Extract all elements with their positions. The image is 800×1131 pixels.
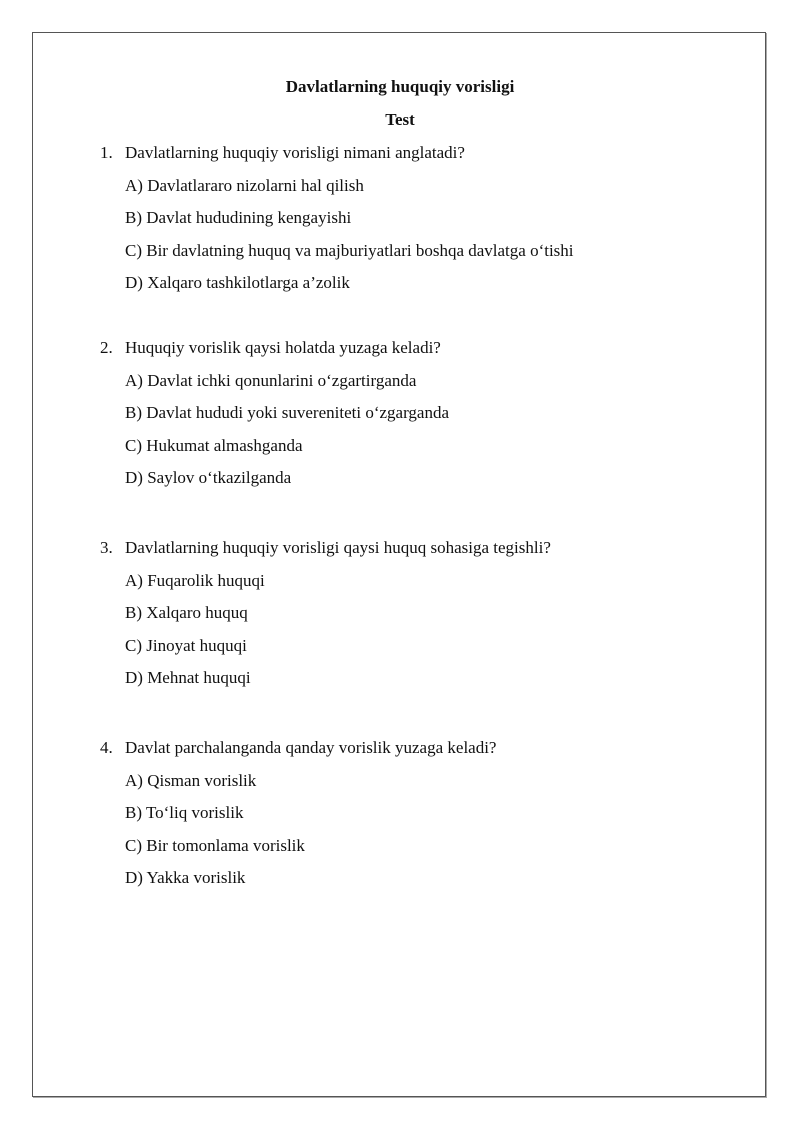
question-2 bbox=[0, 337, 800, 500]
answer-option bbox=[0, 835, 800, 868]
answer-option bbox=[0, 435, 800, 468]
question-header bbox=[0, 537, 800, 570]
question-text: Huquqiy vorislik qaysi holatda yuzaga keladi? bbox=[125, 338, 441, 357]
option-text: C) Bir tomonlama vorislik bbox=[125, 835, 305, 855]
answer-option bbox=[0, 370, 800, 403]
answer-option bbox=[0, 602, 800, 635]
question-3 bbox=[0, 537, 800, 700]
option-text: B) Xalqaro huquq bbox=[125, 603, 248, 622]
question-text: Davlatlarning huquqiy vorisligi qaysi huquq sohasiga tegishli? bbox=[125, 538, 551, 557]
answer-option bbox=[0, 770, 800, 803]
answer-option bbox=[0, 272, 800, 305]
question-header bbox=[0, 737, 800, 770]
option-text: B) To‘liq vorislik bbox=[125, 803, 244, 822]
question-header bbox=[0, 142, 800, 175]
option-text: D) Mehnat huquqi bbox=[125, 668, 251, 687]
answer-option bbox=[0, 635, 800, 668]
option-text: A) Davlat ichki qonunlarini o‘zgartirganda bbox=[125, 370, 417, 390]
option-text: D) Yakka vorislik bbox=[125, 868, 246, 887]
option-text: D) Xalqaro tashkilotlarga a’zolik bbox=[125, 273, 350, 292]
option-text: A) Davlatlararo nizolarni hal qilish bbox=[125, 175, 364, 195]
answer-option bbox=[0, 570, 800, 603]
answer-option bbox=[0, 175, 800, 208]
document-title: Davlatlarning huquqiy vorisligi bbox=[285, 77, 515, 96]
option-text: C) Bir davlatning huquq va majburiyatlari boshqa davlatga o‘tishi bbox=[125, 240, 574, 260]
question-header bbox=[0, 337, 800, 370]
option-text: C) Hukumat almashganda bbox=[125, 435, 303, 455]
answer-option bbox=[0, 867, 800, 900]
answer-option bbox=[0, 207, 800, 240]
question-text: Davlat parchalanganda qanday vorislik yuzaga keladi? bbox=[125, 738, 497, 757]
option-text: B) Davlat hududining kengayishi bbox=[125, 208, 352, 227]
answer-option bbox=[0, 467, 800, 500]
question-number: 1. bbox=[100, 143, 113, 162]
answer-option bbox=[0, 802, 800, 835]
question-number: 3. bbox=[100, 538, 113, 557]
question-number: 2. bbox=[100, 338, 113, 357]
option-text: D) Saylov o‘tkazilganda bbox=[125, 468, 292, 487]
option-text: C) Jinoyat huquqi bbox=[125, 635, 247, 655]
option-text: A) Fuqarolik huquqi bbox=[125, 570, 265, 590]
question-4 bbox=[0, 737, 800, 900]
option-text: A) Qisman vorislik bbox=[125, 770, 257, 790]
question-1 bbox=[0, 142, 800, 305]
document-subtitle: Test bbox=[385, 110, 415, 129]
answer-option bbox=[0, 402, 800, 435]
option-text: B) Davlat hududi yoki suvereniteti o‘zgarganda bbox=[125, 403, 450, 422]
answer-option bbox=[0, 667, 800, 700]
answer-option bbox=[0, 240, 800, 273]
question-text: Davlatlarning huquqiy vorisligi nimani anglatadi? bbox=[125, 143, 465, 162]
question-number: 4. bbox=[100, 738, 113, 757]
